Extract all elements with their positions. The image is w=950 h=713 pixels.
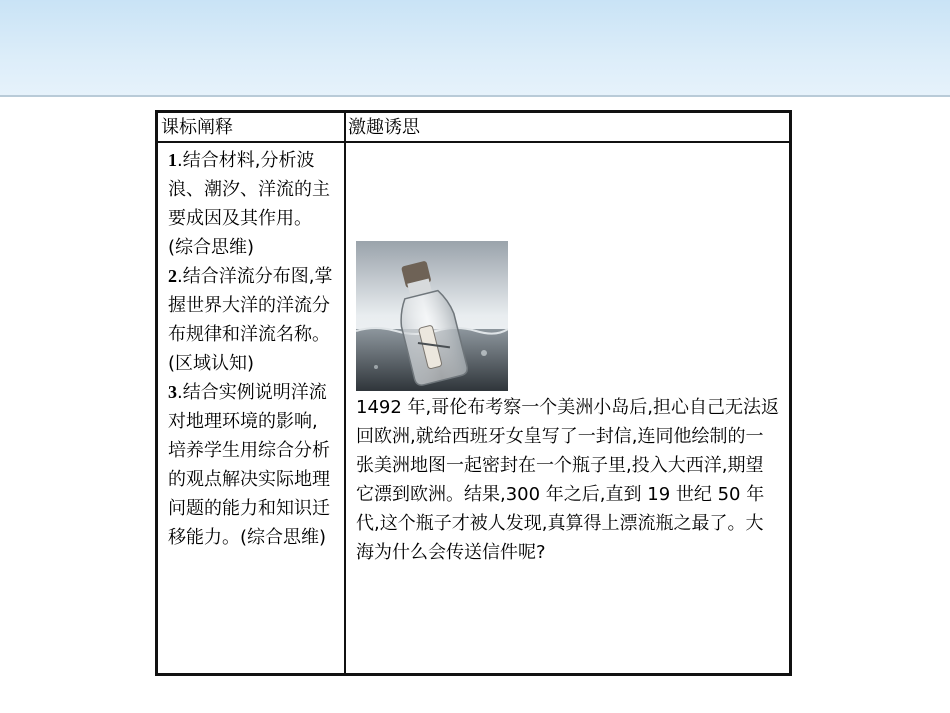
standard-item: 2.结合洋流分布图,掌握世界大洋的洋流分布规律和洋流名称。(区域认知) [168, 266, 333, 374]
header-row-divider [158, 141, 789, 143]
message-bottle-photo [356, 241, 508, 391]
column-divider [344, 113, 346, 673]
curriculum-standards [168, 146, 334, 552]
header-curriculum: 课标阐释 [161, 117, 233, 138]
standard-item: 3.结合实例说明洋流对地理环境的影响,培养学生用综合分析的观点解决实际地理问题的能力和知识迁移能力。(综合思维) [168, 382, 330, 548]
story-text: 1492 年,哥伦布考察一个美洲小岛后,担心自己无法返回欧洲,就给西班牙女皇写了一封信,连同他绘制的一张美洲地图一起密封在一个瓶子里,投入大西洋,期望它漂到欧洲。结果,300 年之后,直到 19 世纪 50 年代,这个瓶子才被人发现,真算得上漂流瓶之最了。大海为什么会传送信件呢? [356, 397, 779, 563]
header-band [0, 0, 950, 97]
standard-item: 1.结合材料,分析波浪、潮汐、洋流的主要成因及其作用。(综合思维) [168, 150, 330, 258]
content-table [155, 110, 792, 676]
header-inspiration: 激趣诱思 [348, 117, 420, 138]
